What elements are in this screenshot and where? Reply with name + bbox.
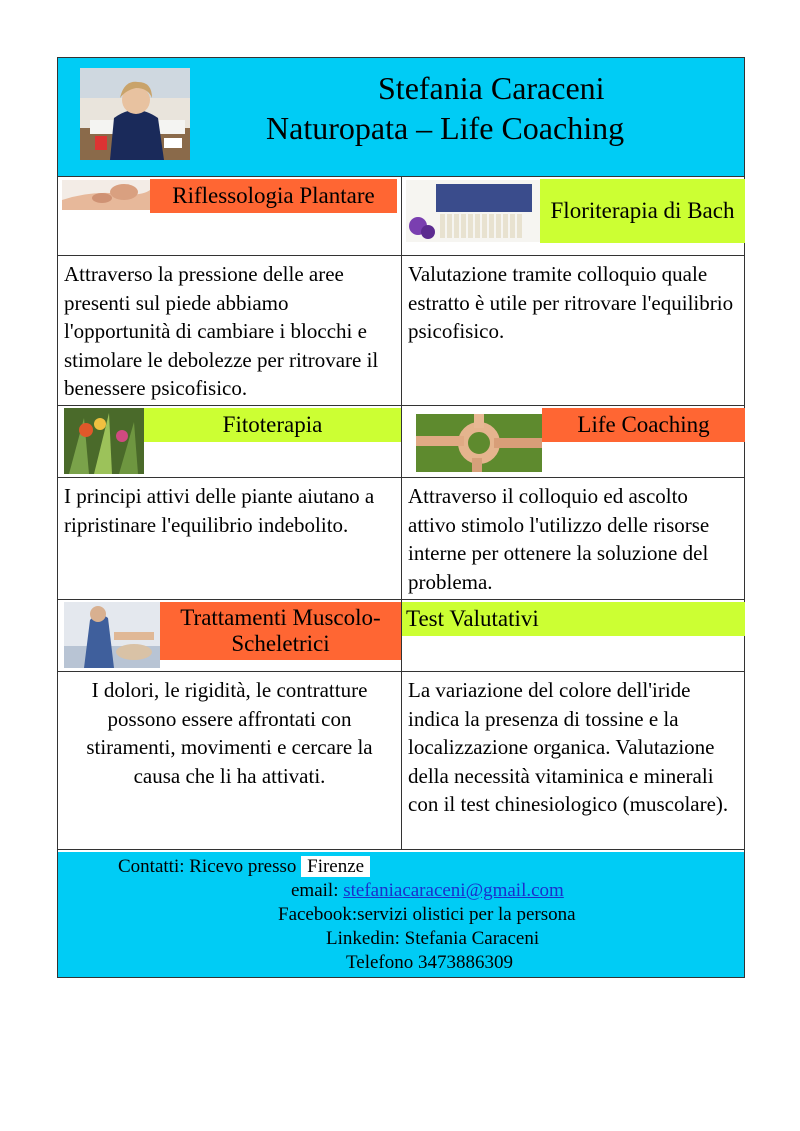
flyer (57, 57, 745, 978)
service-title: Riflessologia Plantare (150, 179, 397, 213)
profile-photo (80, 68, 190, 160)
service-title: Fitoterapia (144, 408, 401, 442)
service-label-row-2 (58, 406, 744, 478)
email-label: email: (291, 880, 339, 901)
service-text-row-1 (58, 256, 744, 406)
service-label-row-3 (58, 600, 744, 672)
contacts-facebook: Facebook:servizi olistici per la persona (278, 904, 576, 925)
email-link[interactable]: stefaniacaraceni@gmail.com (343, 880, 564, 901)
service-title: Floriterapia di Bach (540, 179, 745, 243)
service-cell-riflessologia (58, 177, 401, 255)
service-cell-floriterapia (401, 177, 744, 255)
service-description: Valutazione tramite colloquio quale estratto è utile per ritrovare l'equilibrio psicofisico. (401, 256, 744, 405)
contacts-footer (58, 850, 744, 977)
service-description: La variazione del colore dell'iride indica la presenza di tossine e la localizzazione organica. Valutazione della necessità vitaminica e minerali con il test chinesiologico (muscolare). (401, 672, 744, 849)
service-description: Attraverso la pressione delle aree presenti sul piede abbiamo l'opportunità di cambiare i blocchi e stimolare le debolezze per ritrovare il benessere psicofisico. (64, 262, 379, 400)
service-cell-test-valutativi (401, 600, 744, 671)
service-label-row-1 (58, 177, 744, 256)
service-cell-muscolo-scheletrici (58, 600, 401, 671)
foot-massage-image (62, 180, 150, 210)
service-cell-fitoterapia (58, 406, 401, 477)
contacts-city: Firenze (301, 856, 370, 877)
service-description: I dolori, le rigidità, le contratture possono essere affrontati con stiramenti, movimenti e cercare la causa che li ha attivati. (86, 678, 373, 788)
contacts-email-line (291, 880, 564, 902)
service-title: Test Valutativi (402, 602, 745, 636)
herbs-image (64, 408, 144, 474)
header-banner (58, 58, 744, 177)
service-title: Life Coaching (542, 408, 745, 442)
service-description: I principi attivi delle piante aiutano a ripristinare l'equilibrio indebolito. (64, 484, 375, 537)
service-cell-life-coaching (401, 406, 744, 477)
service-description: Attraverso il colloquio ed ascolto attivo stimolo l'utilizzo delle risorse interne per ottenere la soluzione del problema. (401, 478, 744, 599)
service-text-row-3 (58, 672, 744, 850)
person-name: Stefania Caraceni (378, 70, 605, 106)
person-role: Naturopata – Life Coaching (266, 110, 625, 146)
physio-treatment-image (64, 602, 160, 668)
contacts-intro-text: Contatti: Ricevo presso (118, 856, 297, 877)
joined-hands-image (416, 414, 542, 472)
service-title: Trattamenti Muscolo-Scheletrici (160, 602, 401, 660)
contacts-phone: Telefono 3473886309 (346, 952, 514, 973)
bach-flowers-image (406, 180, 540, 242)
contacts-linkedin: Linkedin: Stefania Caraceni (326, 928, 540, 949)
service-text-row-2 (58, 478, 744, 600)
contacts-intro (118, 856, 370, 878)
